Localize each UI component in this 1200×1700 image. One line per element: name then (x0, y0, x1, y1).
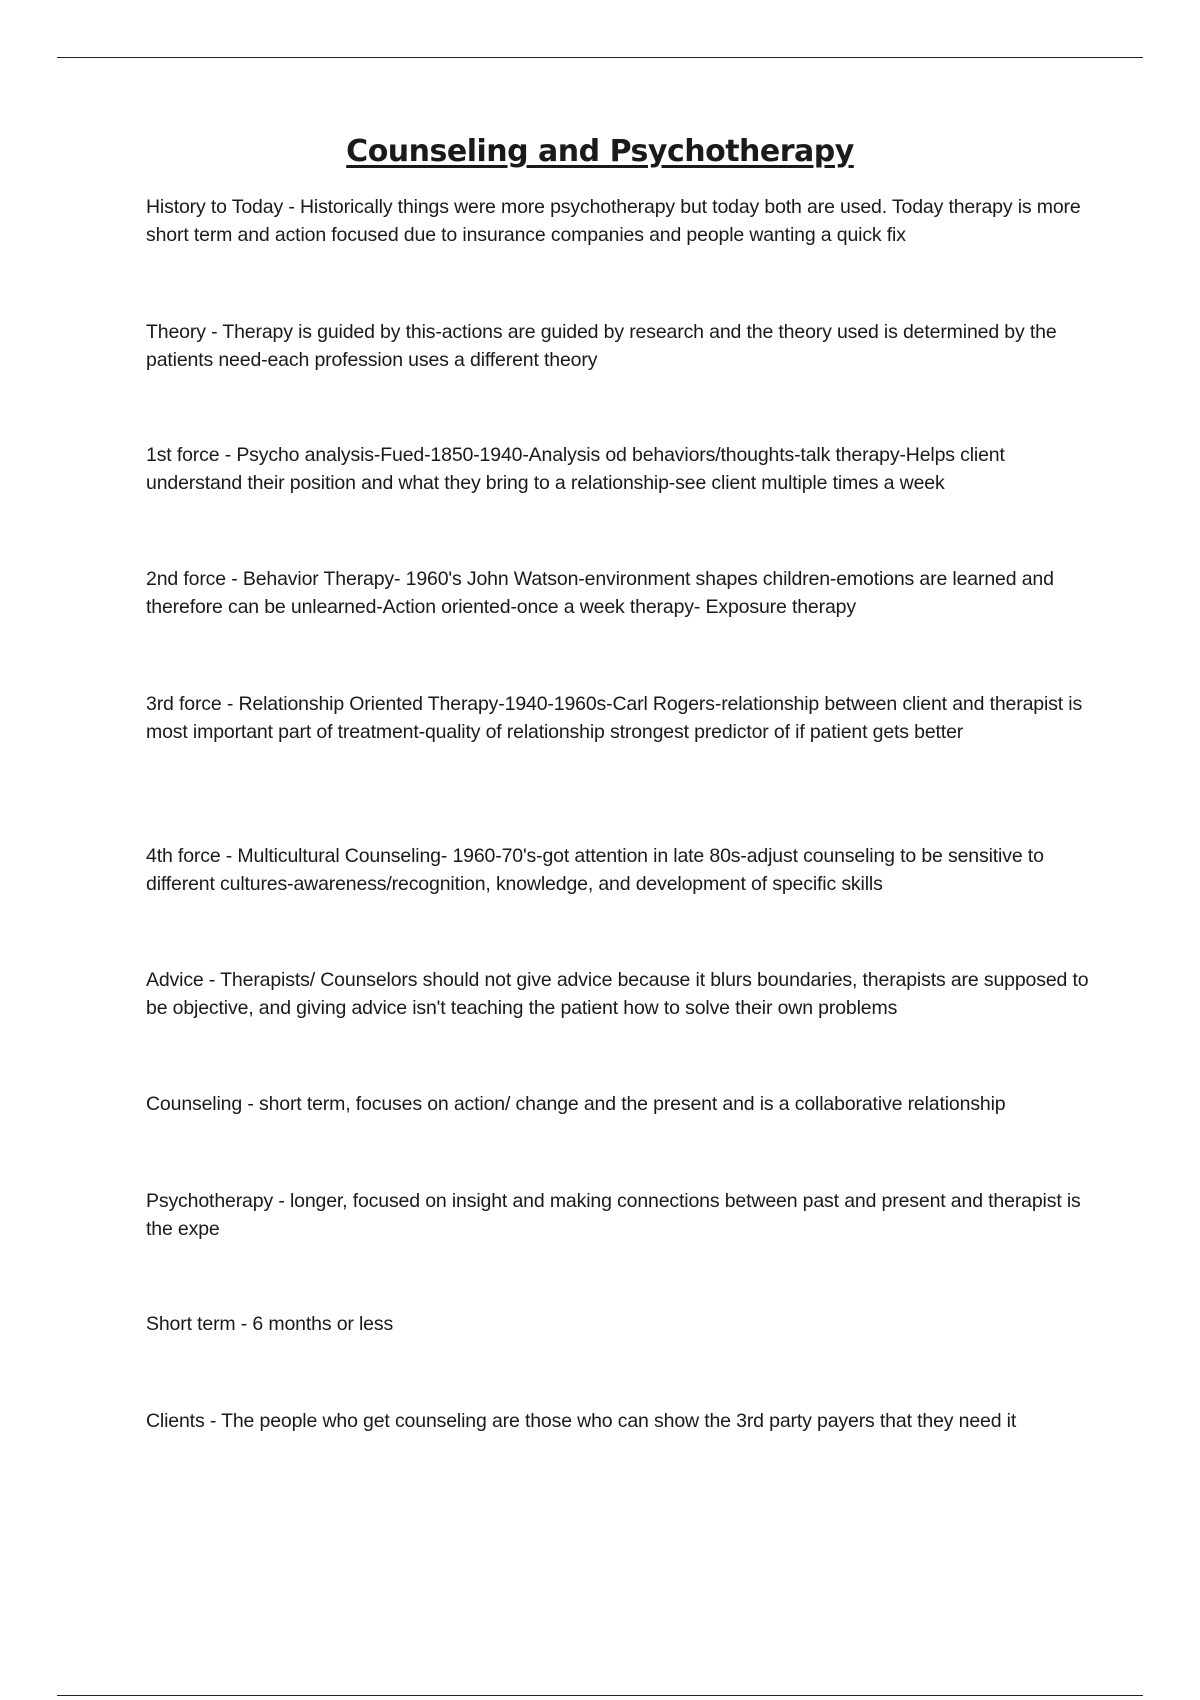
entry-counseling (146, 1090, 1096, 1118)
entry-term: 4th force (146, 845, 221, 867)
entry-term: Psychotherapy (146, 1190, 274, 1212)
entry-definition: Multicultural Counseling- 1960-70's-got attention in late 80s-adjust counseling to be sensitive to different cultures-awareness/recognition, knowledge, and development of specific skills (146, 845, 1044, 895)
entry-definition: 6 months or less (252, 1313, 394, 1335)
entry-definition: The people who get counseling are those who can show the 3rd party payers that they need it (221, 1410, 1017, 1432)
entry-definition: Behavior Therapy- 1960's John Watson-environment shapes children-emotions are learned and therefore can be unlearned-Action oriented-once a week therapy- Exposure therapy (146, 568, 1054, 618)
entry-separator: - (221, 693, 239, 715)
entry-short-term (146, 1310, 1096, 1338)
entry-definition: Relationship Oriented Therapy-1940-1960s-Carl Rogers-relationship between client and therapist is most important part of treatment-quality of relationship strongest predictor of if patient gets better (146, 693, 1083, 743)
entry-clients (146, 1407, 1096, 1435)
entry-2nd-force (146, 565, 1096, 621)
top-rule (57, 57, 1143, 58)
entry-4th-force (146, 842, 1096, 898)
entry-separator: - (273, 1190, 290, 1212)
entry-term: Theory (146, 321, 206, 343)
entry-term: 1st force (146, 444, 220, 466)
entry-definition: Therapy is guided by this-actions are guided by research and the theory used is determined by the patients need-each profession uses a different theory (146, 321, 1057, 371)
entry-3rd-force (146, 690, 1096, 746)
entry-separator: - (220, 845, 238, 867)
entry-term: History to Today (146, 196, 284, 218)
entry-advice (146, 966, 1096, 1022)
entry-term: 2nd force (146, 568, 226, 590)
entry-definition: short term, focuses on action/ change and the present and is a collaborative relationship (258, 1093, 1006, 1115)
entry-separator: - (203, 969, 221, 991)
bottom-rule (57, 1695, 1143, 1696)
entry-history-to-today (146, 193, 1096, 249)
entry-definition: Therapists/ Counselors should not give advice because it blurs boundaries, therapists are supposed to be objective, and giving advice isn't teaching the patient how to solve their own problems (146, 969, 1089, 1019)
entry-theory (146, 318, 1096, 374)
entry-term: 3rd force (146, 693, 222, 715)
entry-term: Counseling (146, 1093, 243, 1115)
entry-definition: Historically things were more psychotherapy but today both are used. Today therapy is more short term and action focused due to insurance companies and people wanting a quick fix (146, 196, 1081, 246)
entry-separator: - (235, 1313, 253, 1335)
entry-definition: Psycho analysis-Fued-1850-1940-Analysis od behaviors/thoughts-talk therapy-Helps client understand their position and what they bring to a relationship-see client multiple times a week (146, 444, 1005, 494)
entry-separator: - (242, 1093, 259, 1115)
entry-psychotherapy (146, 1187, 1096, 1243)
entry-separator: - (204, 1410, 222, 1432)
entry-separator: - (219, 444, 237, 466)
entry-definition: longer, focused on insight and making connections between past and present and therapist is the expe (146, 1190, 1081, 1240)
entry-separator: - (283, 196, 300, 218)
entry-separator: - (225, 568, 243, 590)
entry-term: Advice (146, 969, 204, 991)
entry-term: Short term (146, 1313, 236, 1335)
entry-term: Clients (146, 1410, 205, 1432)
page-title: Counseling and Psychotherapy (346, 134, 854, 169)
entry-1st-force (146, 441, 1096, 497)
entry-separator: - (205, 321, 223, 343)
